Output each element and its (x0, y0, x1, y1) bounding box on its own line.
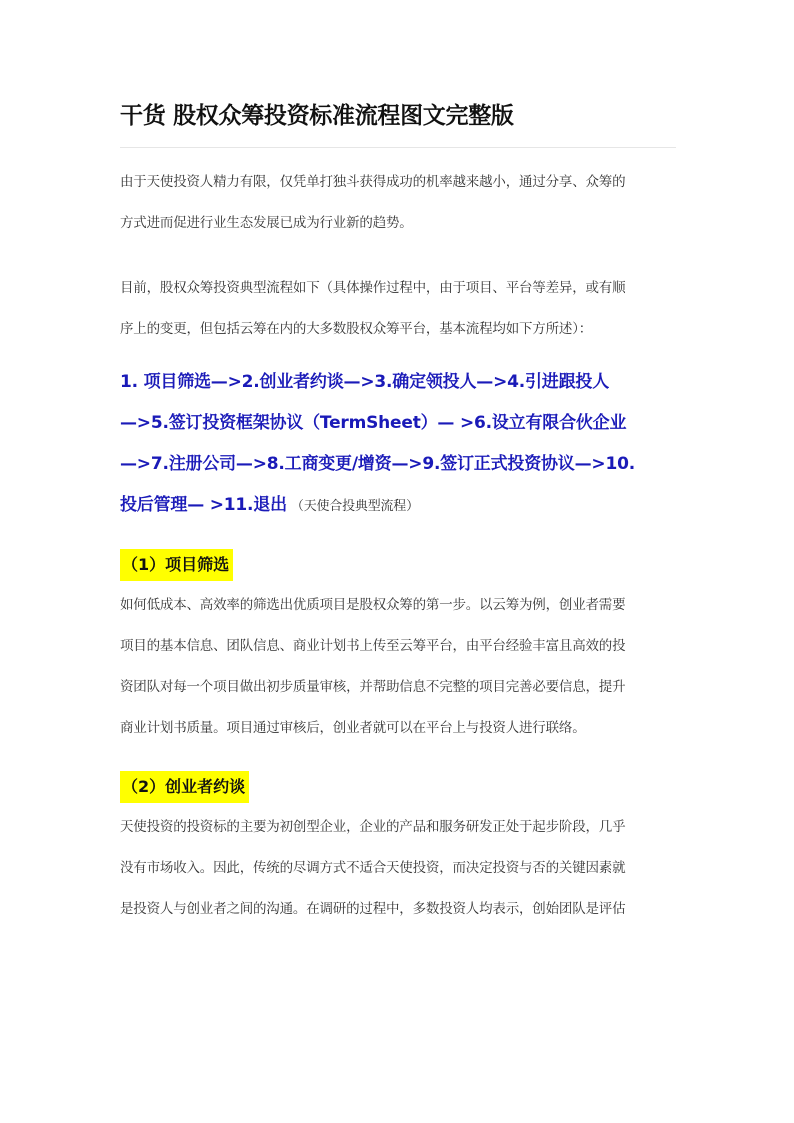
flow-line-4-text: 投后管理— >11.退出 (120, 495, 287, 515)
section-2-line-1: 天使投资的投资标的主要为初创型企业，企业的产品和服务研发正处于起步阶段，几乎 (120, 819, 626, 835)
section-1-heading-wrap (120, 549, 676, 581)
flow-line-1: 1. 项目筛选—>2.创业者约谈—>3.确定领投人—>4.引进跟投人 (120, 372, 609, 392)
section-1-body (120, 585, 676, 749)
section-heading-founder-interview: （2）创业者约谈 (120, 771, 249, 803)
section-1-line-4: 商业计划书质量。项目通过审核后，创业者就可以在平台上与投资人进行联络。 (120, 720, 586, 736)
current-line-1: 目前，股权众筹投资典型流程如下（具体操作过程中，由于项目、平台等差异，或有顺 (120, 280, 626, 296)
intro-line-1: 由于天使投资人精力有限，仅凭单打独斗获得成功的机率越来越小，通过分享、众筹的 (120, 174, 626, 190)
title-divider (120, 147, 676, 148)
section-heading-project-screening: （1）项目筛选 (120, 549, 233, 581)
section-2-line-3: 是投资人与创业者之间的沟通。在调研的过程中，多数投资人均表示，创始团队是评估 (120, 901, 626, 917)
current-line-2: 序上的变更，但包括云筹在内的大多数股权众筹平台，基本流程均如下方所述）： (120, 321, 593, 337)
intro-line-2: 方式进而促进行业生态发展已成为行业新的趋势。 (120, 215, 413, 231)
flow-line-2: —>5.签订投资框架协议（TermSheet）— >6.设立有限合伙企业 (120, 413, 627, 433)
section-2-line-2: 没有市场收入。因此，传统的尽调方式不适合天使投资，而决定投资与否的关键因素就 (120, 860, 626, 876)
section-1-line-2: 项目的基本信息、团队信息、商业计划书上传至云筹平台，由平台经验丰富且高效的投 (120, 638, 626, 654)
intro-paragraph (120, 162, 676, 244)
flow-line-4 (120, 485, 676, 527)
process-flow (120, 362, 676, 527)
section-1-line-1: 如何低成本、高效率的筛选出优质项目是股权众筹的第一步。以云筹为例，创业者需要 (120, 597, 626, 613)
document-title: 干货 股权众筹投资标准流程图文完整版 (120, 103, 514, 129)
section-2-body (120, 807, 676, 930)
section-2-heading-wrap (120, 771, 676, 803)
flow-note: （天使合投典型流程） (290, 499, 419, 514)
section-1-line-3: 资团队对每一个项目做出初步质量审核，并帮助信息不完整的项目完善必要信息，提升 (120, 679, 626, 695)
flow-line-3: —>7.注册公司—>8.工商变更/增资—>9.签订正式投资协议—>10. (120, 454, 635, 474)
document-page (120, 92, 676, 930)
current-paragraph (120, 268, 676, 350)
